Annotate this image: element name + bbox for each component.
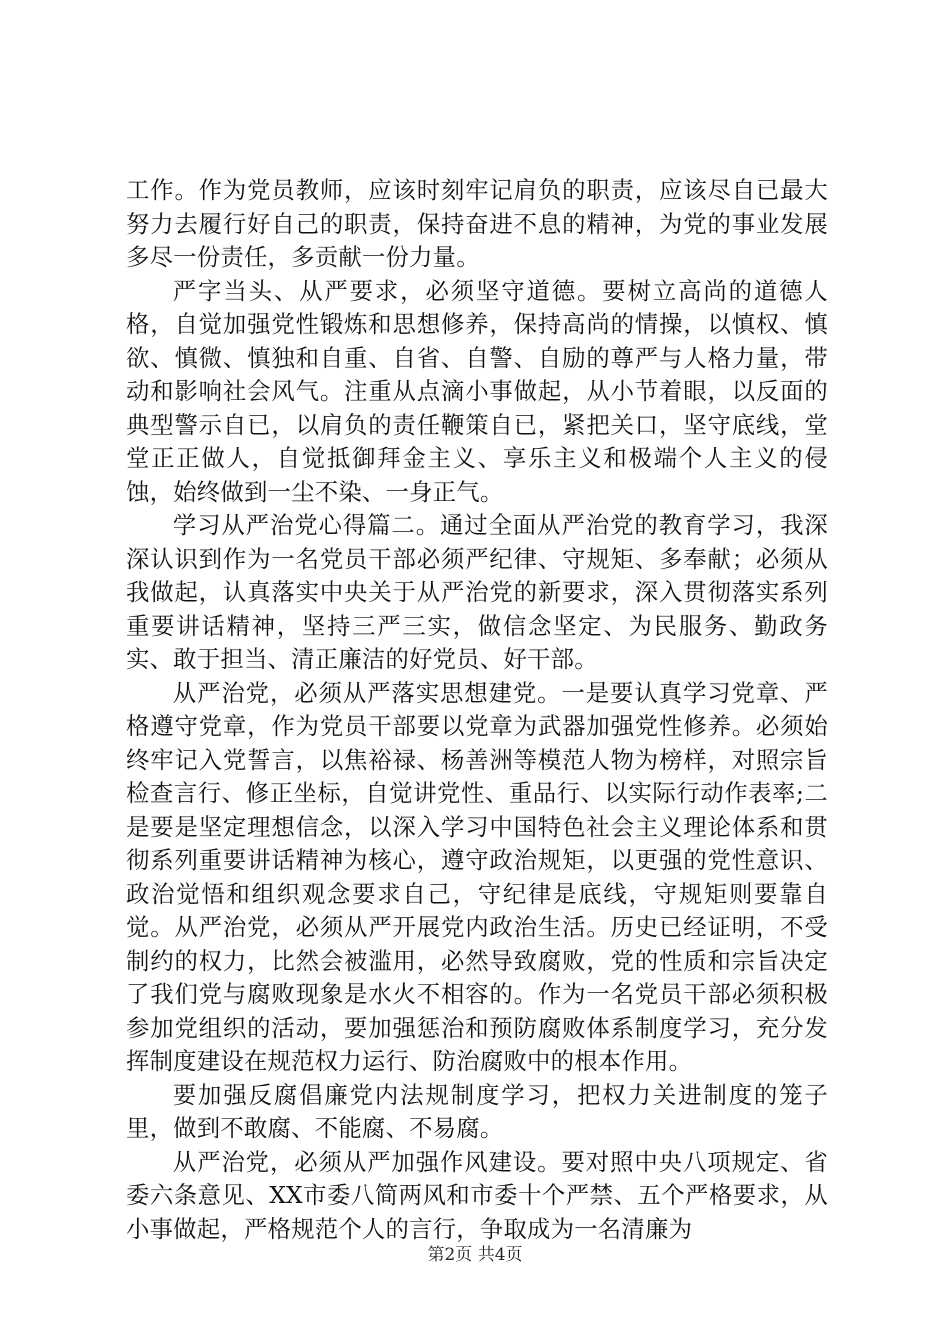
document-body — [126, 174, 828, 1246]
paragraph-work-style: 从严治党，必须从严加强作风建设。要对照中央八项规定、省委六条意见、XX市委八简两风和市委十个严禁、五个严格要求，从小事做起，严格规范个人的言行，争取成为一名清廉为 — [126, 1147, 828, 1243]
paragraph-ideological-building: 从严治党，必须从严落实思想建党。一是要认真学习党章、严格遵守党章，作为党员干部要以党章为武器加强党性修养。必须始终牢记入党誓言，以焦裕禄、杨善洲等模范人物为榜样，对照宗旨检查言行、修正坐标，自觉讲党性、重品行、以实际行动作表率;二是要是坚定理想信念，以深入学习中国特色社会主义理论体系和贯彻系列重要讲话精神为核心，遵守政治规矩，以更强的党性意识、政治觉悟和组织观念要求自己，守纪律是底线，守规矩则要靠自觉。从严治党，必须从严开展党内政治生活。历史已经证明，不受制约的权力，比然会被滥用，必然导致腐败，党的性质和宗旨决定了我们党与腐败现象是水火不相容的。作为一名党员干部必须积极参加党组织的活动，要加强惩治和预防腐败体系制度学习，充分发挥制度建设在规范权力运行、防治腐败中的根本作用。 — [126, 678, 828, 1075]
paragraph-anti-corruption-study: 要加强反腐倡廉党内法规制度学习，把权力关进制度的笼子里，做到不敢腐、不能腐、不易腐。 — [126, 1080, 828, 1142]
paragraph-moral-standards: 严字当头、从严要求，必须坚守道德。要树立高尚的道德人格，自觉加强党性锻炼和思想修养，保持高尚的情操，以慎权、慎欲、慎微、慎独和自重、自省、自警、自励的尊严与人格力量，带动和影响社会风气。注重从点滴小事做起，从小节着眼，以反面的典型警示自已，以肩负的责任鞭策自已，紧把关口，坚守底线，堂堂正正做人，自觉抵御拜金主义、享乐主义和极端个人主义的侵蚀，始终做到一尘不染、一身正气。 — [126, 276, 828, 506]
paragraph-continuation: 工作。作为党员教师，应该时刻牢记肩负的职责，应该尽自已最大努力去履行好自己的职责，保持奋进不息的精神，为党的事业发展多尽一份责任，多贡献一份力量。 — [126, 176, 828, 271]
page-number-footer: 第2页 共4页 — [427, 1245, 523, 1265]
paragraph-part-two-intro: 学习从严治党心得篇二。通过全面从严治党的教育学习，我深深认识到作为一名党员干部必须严纪律、守规矩、多奉献；必须从我做起，认真落实中央关于从严治党的新要求，深入贯彻落实系列重要讲话精神，坚持三严三实，做信念坚定、为民服务、勤政务实、敢于担当、清正廉洁的好党员、好干部。 — [126, 511, 828, 673]
